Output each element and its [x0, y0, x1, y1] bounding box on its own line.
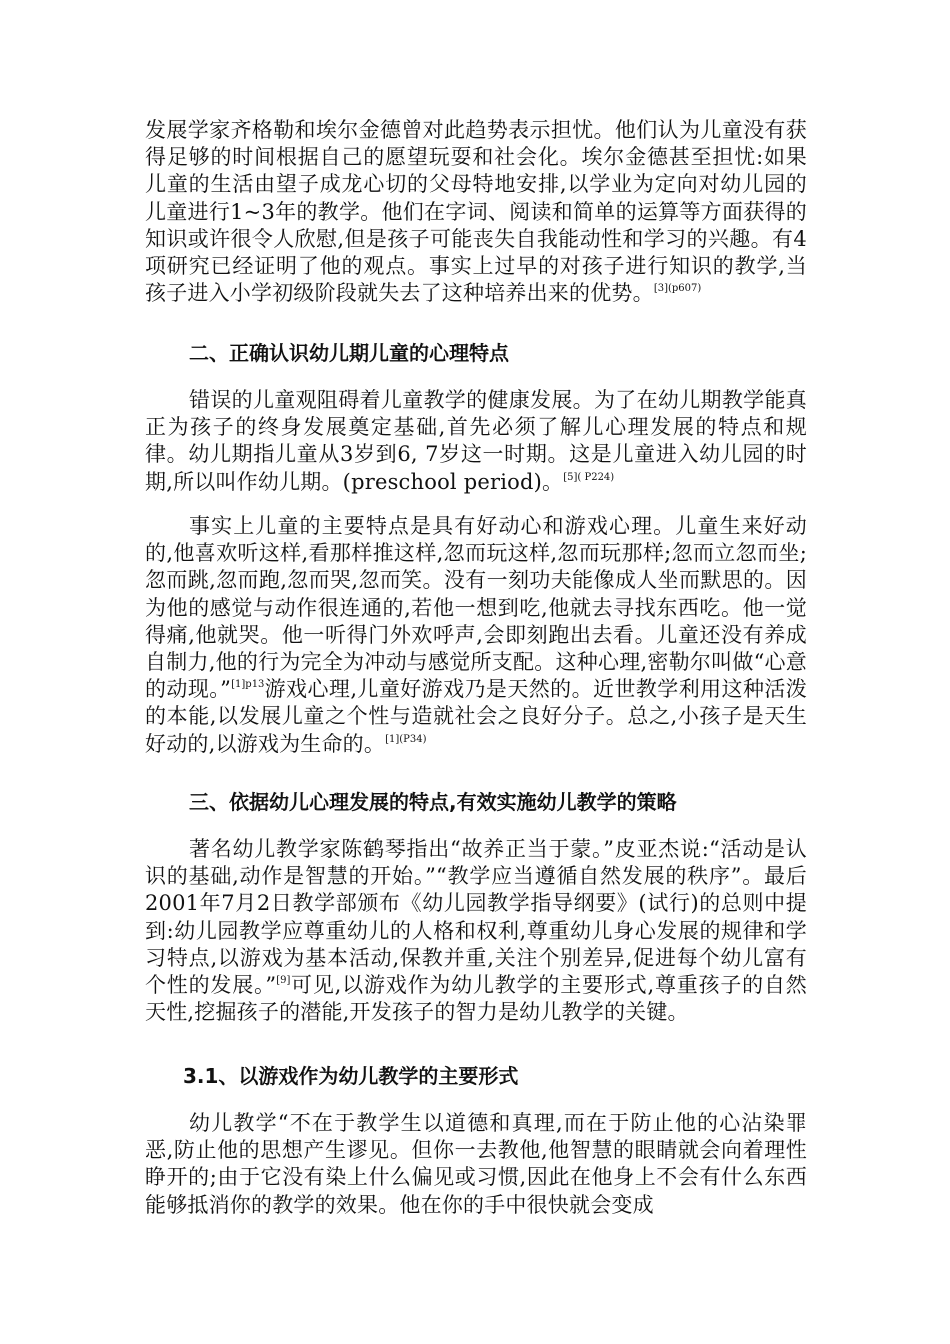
citation-1-p13: [1]p13 [231, 679, 265, 691]
paragraph-4-text-a: 著名幼儿教学家陈鹤琴指出“故养正当于蒙。”皮亚杰说:“活动是认识的基础,动作是智慧的开始。”“教学应当遵循自然发展的秩序”。最后2001年7月2日教学部颁布《幼儿园教学指导纲要》(试行)的总则中提到:幼儿园教学应尊重幼儿的人格和权利,尊重幼儿身心发展的规律和学习特点,以游戏为基本活动,保教并重,关注个别差异,促进每个幼儿富有个性的发展。” [145, 837, 807, 998]
citation-5: [5]( P224) [563, 471, 615, 483]
paragraph-3-text-a: 事实上儿童的主要特点是具有好动心和游戏心理。儿童生来好动的,他喜欢听这样,看那样推这样,忽而玩这样,忽而玩那样;忽而立忽而坐;忽而跳,忽而跑,忽而哭,忽而笑。没有一刻功夫能像成人坐而默思的。因为他的感觉与动作很连通的,若他一想到吃,他就去寻找东西吃。他一觉得痛,他就哭。他一听得门外欢呼声,会即刻跑出去看。儿童还没有养成自制力,他的行为完全为冲动与感觉所支配。这种心理,密勒尔叫做“心意的动现。” [145, 514, 807, 702]
paragraph-1 [145, 117, 807, 307]
paragraph-3-text-b: 游戏心理,儿童好游戏乃是天然的。近世教学利用这种活泼的本能,以发展儿童之个性与造就社会之良好分子。总之,小孩子是天生好动的,以游戏为生命的。 [145, 677, 807, 756]
paragraph-1-text: 发展学家齐格勒和埃尔金德曾对此趋势表示担忧。他们认为儿童没有获得足够的时间根据自己的愿望玩耍和社会化。埃尔金德甚至担忧:如果儿童的生活由望子成龙心切的父母特地安排,以学业为定向对幼儿园的儿童进行1~3年的教学。他们在字词、阅读和简单的运算等方面获得的知识或许很令人欣慰,但是孩子可能丧失自我能动性和学习的兴趣。有4项研究已经证明了他的观点。事实上过早的对孩子进行知识的教学,当孩子进入小学初级阶段就失去了这种培养出来的优势。 [145, 118, 807, 306]
paragraph-4-text-b: 可见,以游戏作为幼儿教学的主要形式,尊重孩子的自然天性,挖掘孩子的潜能,开发孩子的智力是幼儿教学的关键。 [145, 973, 807, 1025]
paragraph-5 [145, 1110, 807, 1219]
section-heading-3: 三、依据幼儿心理发展的特点,有效实施幼儿教学的策略 [189, 790, 677, 814]
citation-1-p34: [1](P34) [385, 733, 427, 745]
paragraph-5-text: 幼儿教学“不在于教学生以道德和真理,而在于防止他的心沾染罪恶,防止他的思想产生谬见。但你一去教他,他智慧的眼睛就会向着理性睁开的;由于它没有染上什么偏见或习惯,因此在他身上不会有什么东西能够抵消你的教学的效果。他在你的手中很快就会变成 [145, 1111, 807, 1217]
paragraph-2 [145, 387, 807, 496]
citation-3: [3](p607) [653, 283, 702, 295]
paragraph-3 [145, 513, 807, 758]
subsection-heading-3-1: 3.1、以游戏作为幼儿教学的主要形式 [183, 1064, 519, 1088]
paragraph-2-text: 错误的儿童观阻碍着儿童教学的健康发展。为了在幼儿期教学能真正为孩子的终身发展奠定基础,首先必须了解儿心理发展的特点和规律。幼儿期指儿童从3岁到6, 7岁这一时期。这是儿童进入幼儿园的时期,所以叫作幼儿期。(preschool period)。 [145, 388, 807, 494]
paragraph-4 [145, 836, 807, 1026]
citation-9: [9] [276, 975, 291, 987]
section-heading-2: 二、正确认识幼儿期儿童的心理特点 [189, 341, 509, 365]
